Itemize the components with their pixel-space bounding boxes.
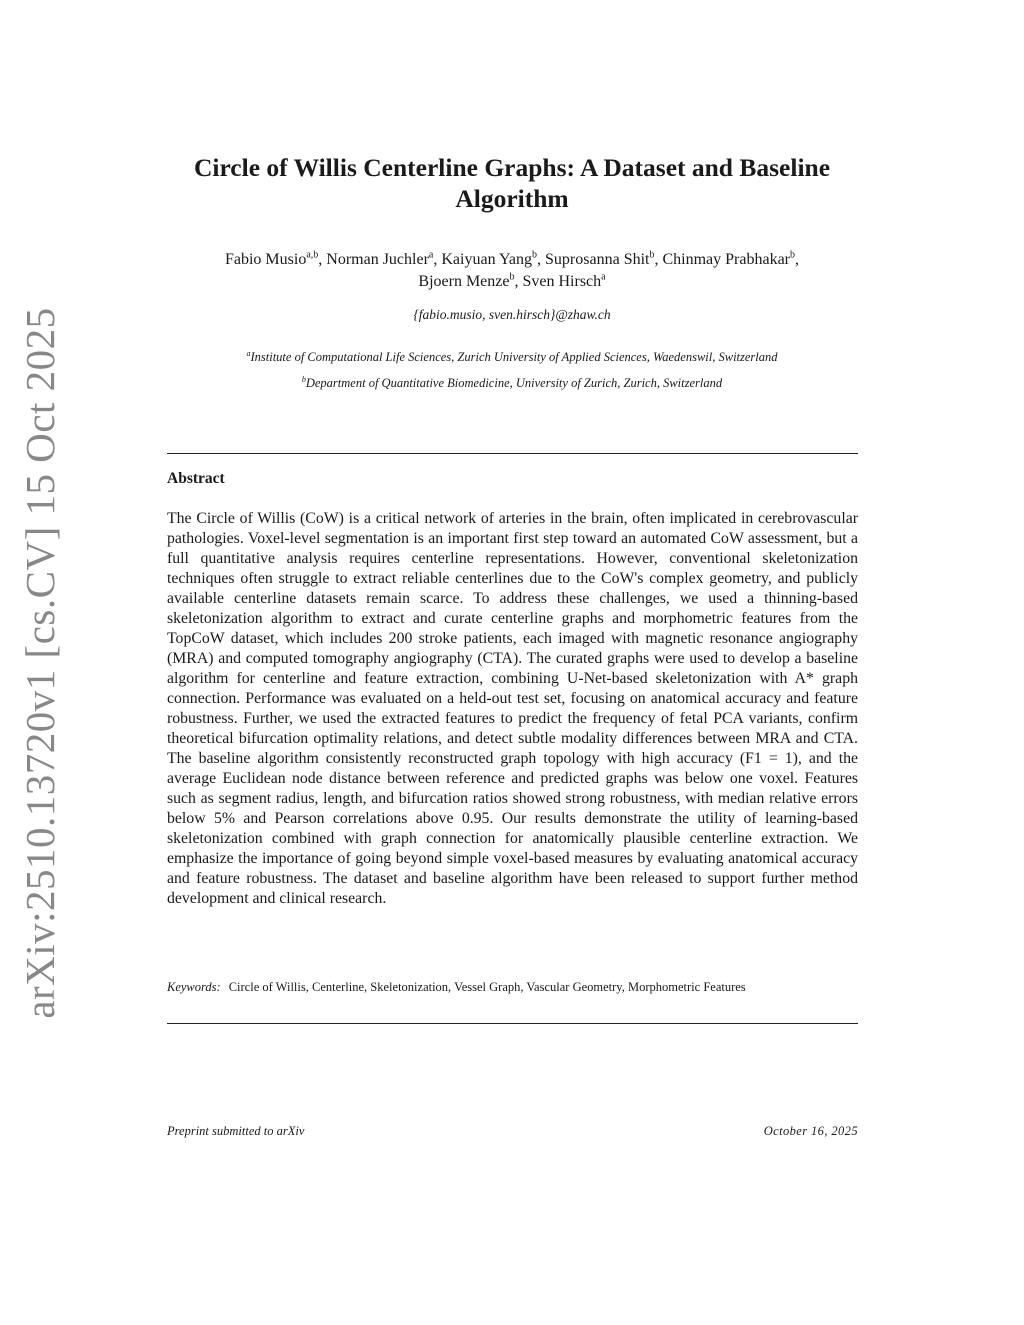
keywords-label: Keywords:: [167, 980, 221, 994]
affiliation-b: $^b$Department of Quantitative Biomedicine, University of Zurich, Zurich, Switzerland: [301, 374, 723, 390]
author: Suprosanna Shit$^b$,: [545, 249, 663, 268]
author: Chinmay Prabhakar$^b$,: [662, 249, 800, 268]
footer-date: October 16, 2025: [763, 1124, 858, 1138]
keywords: [167, 980, 858, 995]
affiliation-a: $^a$Institute of Computational Life Sciences, Zurich University of Applied Sciences, Waedenswil, Switzerland: [246, 348, 778, 364]
arxiv-identifier: arXiv:2510.13720v1 [cs.CV] 15 Oct 2025: [17, 307, 63, 1019]
author-list: [167, 249, 857, 293]
author: Kaiyuan Yang$^b$,: [441, 249, 546, 268]
author: Sven Hirsch$^a$: [522, 271, 606, 290]
bottom-divider: [167, 1023, 858, 1024]
footer-preprint-note: Preprint submitted to arXiv: [167, 1124, 305, 1138]
author: Norman Juchler$^a$,: [326, 249, 442, 268]
paper-title: Circle of Willis Centerline Graphs: A Dataset and Baseline Algorithm: [193, 153, 831, 213]
abstract-text: The Circle of Willis (CoW) is a critical network of arteries in the brain, often implicated in cerebrovascular pathologies. Voxel-level segmentation is an important first step toward an automated CoW assessment, but a full quantitative analysis requires centerline representations. However, conventional skeletonization techniques often struggle to extract reliable centerlines due to the CoW's complex geometry, and publicly available centerline datasets remain scarce. To address these challenges, we used a thinning-based skeletonization algorithm to extract and curate centerline graphs and morphometric features from the TopCoW dataset, which includes 200 stroke patients, each imaged with magnetic resonance angiography (MRA) and computed tomography angiography (CTA). The curated graphs were used to develop a baseline algorithm for centerline and feature extraction, combining U-Net-based skeletonization with A* graph connection. Performance was evaluated on a held-out test set, focusing on anatomical accuracy and feature robustness. Further, we used the extracted features to predict the frequency of fetal PCA variants, confirm theoretical bifurcation optimality relations, and detect subtle modality differences between MRA and CTA. The baseline algorithm consistently reconstructed graph topology with high accuracy (F1 = 1), and the average Euclidean node distance between reference and predicted graphs was below one voxel. Features such as segment radius, length, and bifurcation ratios showed strong robustness, with median relative errors below 5% and Pearson correlations above 0.95. Our results demonstrate the utility of learning-based skeletonization combined with graph connection for anatomically plausible centerline extraction. We emphasize the importance of going beyond simple voxel-based measures by evaluating anatomical accuracy and feature robustness. The dataset and baseline algorithm have been released to support further method development and clinical research.: [167, 510, 858, 907]
abstract-heading: Abstract: [167, 470, 225, 487]
top-divider: [167, 453, 858, 454]
contact-email: {fabio.musio, sven.hirsch}@zhaw.ch: [413, 307, 611, 322]
author: Fabio Musio$^{a,b}$,: [224, 249, 327, 268]
keywords-list: Circle of Willis, Centerline, Skeletonization, Vessel Graph, Vascular Geometry, Morphometric Features: [228, 980, 746, 994]
author: Bjoern Menze$^b$,: [418, 271, 523, 290]
